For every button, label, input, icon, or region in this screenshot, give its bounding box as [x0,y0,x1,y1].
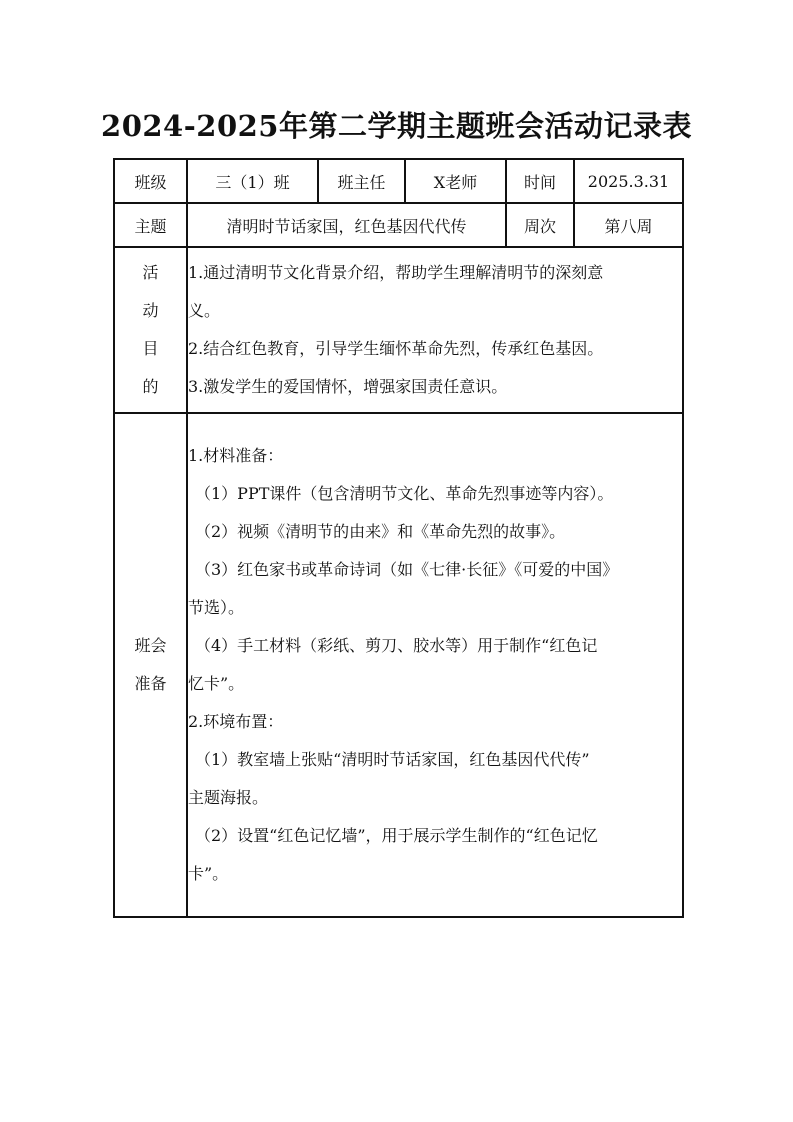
purpose-line: 3.激发学生的爱国情怀，增强家国责任意识。 [188,377,508,396]
preparation-line: 2.环境布置： [188,712,284,731]
time-label: 时间 [506,159,574,203]
purpose-label-char: 的 [142,377,159,396]
preparation-line: 主题海报。 [188,788,269,807]
class-value: 三（1）班 [187,159,318,203]
teacher-label: 班主任 [318,159,405,203]
preparation-line: （1）教室墙上张贴“清明时节话家国，红色基因代代传” [195,750,590,769]
preparation-label-line: 准备 [134,674,167,693]
preparation-line: 节选）。 [188,598,245,617]
preparation-label [114,413,187,917]
time-value: 2025.3.31 [574,159,683,203]
class-label: 班级 [114,159,187,203]
purpose-label-char: 目 [142,339,159,358]
preparation-line: 卡”。 [188,864,229,883]
purpose-label-char: 活 [142,263,159,282]
preparation-row [114,413,683,917]
preparation-line: （3）红色家书或革命诗词（如《七律·长征》《可爱的中国》 [195,560,619,579]
purpose-content [187,247,683,413]
preparation-line: 1.材料准备： [188,446,284,465]
purpose-row [114,247,683,413]
preparation-line: （2）视频《清明节的由来》和《革命先烈的故事》。 [195,522,566,541]
theme-value: 清明时节话家国，红色基因代代传 [187,203,506,247]
preparation-line: （1）PPT课件（包含清明节文化、革命先烈事迹等内容）。 [195,484,614,503]
purpose-line: 2.结合红色教育，引导学生缅怀革命先烈，传承红色基因。 [188,339,604,358]
purpose-label-char: 动 [142,301,159,320]
preparation-line: （2）设置“红色记忆墙”，用于展示学生制作的“红色记忆 [195,826,598,845]
page-title: 2024-2025年第二学期主题班会活动记录表 [101,109,692,143]
week-label: 周次 [506,203,574,247]
preparation-label-line: 班会 [134,636,167,655]
preparation-line: （4）手工材料（彩纸、剪刀、胶水等）用于制作“红色记 [195,636,598,655]
preparation-line: 忆卡”。 [188,674,245,693]
theme-label: 主题 [114,203,187,247]
class-info-row [114,159,683,203]
activity-record-table [113,158,684,918]
week-value: 第八周 [574,203,683,247]
theme-row [114,203,683,247]
preparation-content [187,413,683,917]
purpose-line: 1.通过清明节文化背景介绍，帮助学生理解清明节的深刻意 [188,263,604,282]
purpose-label [114,247,187,413]
purpose-line: 义。 [188,301,221,320]
teacher-value: X老师 [405,159,506,203]
